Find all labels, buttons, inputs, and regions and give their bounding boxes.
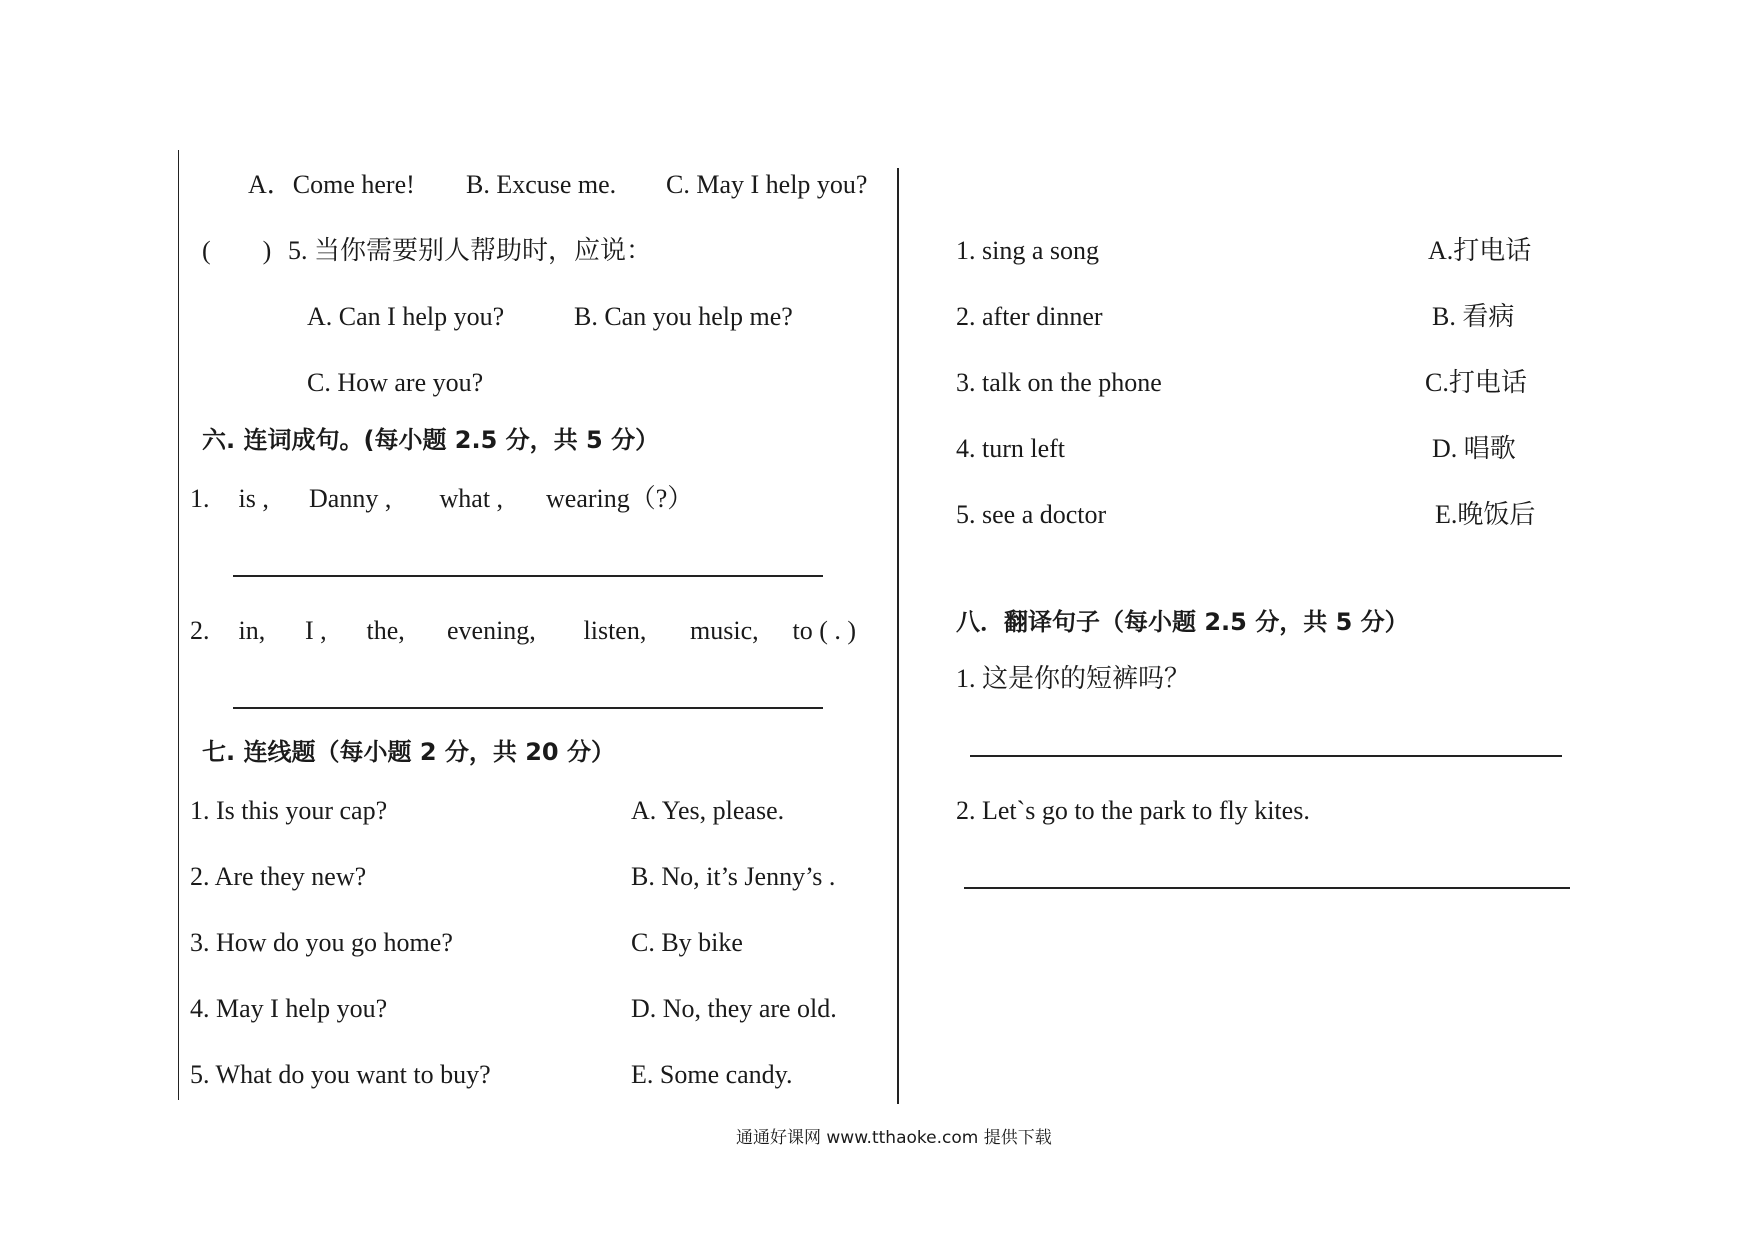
match-right-item: E.晚饭后 <box>1435 500 1536 529</box>
s7-left-item: 4. May I help you? <box>190 994 388 1023</box>
s7-right-item: C. By bike <box>631 928 743 957</box>
s6-q2-word: listen, <box>583 616 647 645</box>
s6-q1-word: what , <box>439 484 504 513</box>
s8-q1-answer-line <box>970 755 1562 757</box>
match-right-item: B. 看病 <box>1432 302 1515 331</box>
q5-option-a: A. Can I help you? <box>307 302 505 331</box>
s7-left-item: 2. Are they new? <box>190 862 367 891</box>
q4-option-c: C. May I help you? <box>666 170 868 199</box>
left-margin-rule <box>178 150 179 1100</box>
s7-left-item: 3. How do you go home? <box>190 928 453 957</box>
match-left-item: 5. see a doctor <box>956 500 1107 529</box>
q5-question: 5. 当你需要别人帮助时，应说： <box>288 236 653 265</box>
match-right-item: A.打电话 <box>1428 236 1532 265</box>
q5-option-b: B. Can you help me? <box>574 302 793 331</box>
s6-q1-answer-line <box>233 575 823 577</box>
s8-q2: 2. Let`s go to the park to fly kites. <box>956 796 1310 825</box>
q4-option-b: B. Excuse me. <box>466 170 617 199</box>
s6-q2-word: in, <box>238 616 266 645</box>
s6-q1-word: wearing（?） <box>546 484 694 513</box>
s6-q2-answer-line <box>233 707 823 709</box>
q5-option-c: C. How are you? <box>307 368 484 397</box>
match-left-item: 4. turn left <box>956 434 1066 463</box>
s8-q2-answer-line <box>964 887 1570 889</box>
s8-q1: 1. 这是你的短裤吗？ <box>956 664 1191 693</box>
s7-left-item: 5. What do you want to buy? <box>190 1060 491 1089</box>
s6-q2-word: I , <box>305 616 327 645</box>
section-6-title: 六. 连词成句。(每小题 2.5 分，共 5 分） <box>202 426 660 454</box>
match-left-item: 2. after dinner <box>956 302 1103 331</box>
page-footer: 通通好课网 www.tthaoke.com 提供下载 <box>736 1128 1052 1148</box>
s7-left-item: 1. Is this your cap? <box>190 796 388 825</box>
s6-q2-word: the, <box>366 616 405 645</box>
section-8-title: 八．翻译句子（每小题 2.5 分，共 5 分） <box>956 608 1409 636</box>
column-divider <box>897 168 899 1104</box>
section-7-title: 七. 连线题（每小题 2 分，共 20 分） <box>202 738 615 766</box>
match-right-item: D. 唱歌 <box>1432 434 1516 463</box>
s7-right-item: E. Some candy. <box>631 1060 793 1089</box>
s6-q2-word: music, <box>690 616 759 645</box>
s6-q1-word: is , <box>238 484 269 513</box>
s7-right-item: A. Yes, please. <box>631 796 785 825</box>
s6-q2-num: 2. <box>190 616 210 645</box>
q5-answer-paren: ( ) <box>202 236 272 265</box>
q4-option-a: A．Come here! <box>248 170 415 199</box>
s6-q1-num: 1. <box>190 484 210 513</box>
match-left-item: 1. sing a song <box>956 236 1099 265</box>
s6-q2 <box>190 616 856 646</box>
s6-q1 <box>190 484 693 514</box>
match-left-item: 3. talk on the phone <box>956 368 1162 397</box>
s7-right-item: B. No, it’s Jenny’s . <box>631 862 836 891</box>
s6-q2-word: to ( . ) <box>792 616 857 645</box>
s6-q1-word: Danny , <box>309 484 392 513</box>
s6-q2-word: evening, <box>447 616 536 645</box>
s7-right-item: D. No, they are old. <box>631 994 837 1023</box>
match-right-item: C.打电话 <box>1425 368 1527 397</box>
